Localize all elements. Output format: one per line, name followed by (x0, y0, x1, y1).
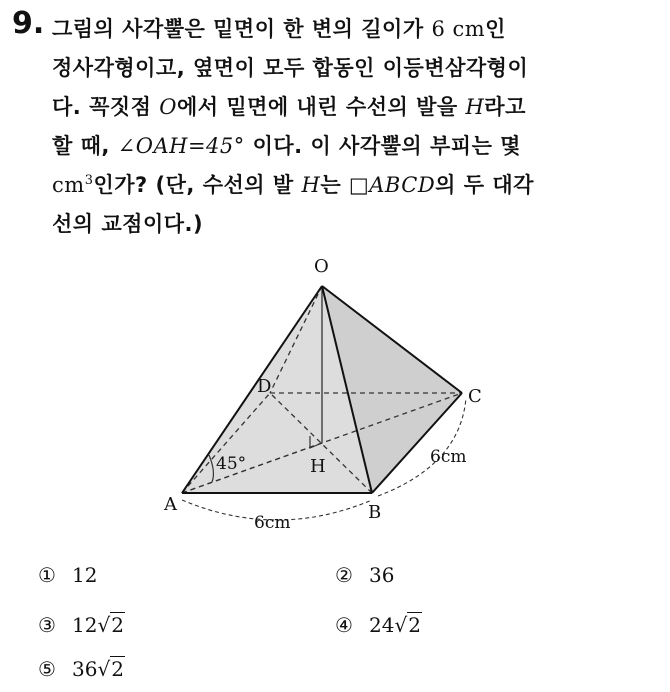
vertex-label-a: A (164, 494, 177, 515)
sqrt-expression (394, 613, 421, 637)
choice-value (369, 613, 422, 637)
vertex-label-b: B (368, 502, 382, 523)
math-point-h: H (465, 95, 485, 119)
edge-label-bc: 6cm (430, 447, 467, 467)
question-line-3 (52, 88, 652, 127)
sqrt-expression (97, 657, 124, 681)
choice-5[interactable] (38, 657, 125, 681)
math-point-h: H (301, 173, 321, 197)
sqrt-sign: √ (394, 613, 408, 637)
choice-4[interactable] (335, 613, 422, 637)
math-length: 6 cm (431, 17, 486, 41)
pyramid-figure (150, 250, 520, 540)
angle-label: 45° (216, 454, 247, 474)
sqrt-sign: √ (97, 657, 111, 681)
choice-1[interactable] (38, 563, 97, 587)
choice-value (72, 657, 125, 681)
sqrt-radicand: 2 (111, 613, 124, 637)
choice-marker: ③ (38, 613, 56, 637)
value-coefficient: 12 (72, 613, 98, 637)
choice-marker: ① (38, 563, 56, 587)
math-unit-cm: cm (52, 173, 85, 197)
question-line-6 (52, 205, 652, 244)
choice-value: 36 (369, 563, 395, 587)
question-line-4 (52, 127, 652, 166)
sqrt-radicand: 2 (408, 613, 421, 637)
choice-3[interactable] (38, 613, 125, 637)
sqrt-expression (97, 613, 124, 637)
question-line-5 (52, 166, 652, 205)
value-coefficient: 24 (369, 613, 395, 637)
text-segment: 라고 (484, 95, 526, 119)
choice-value: 12 (72, 563, 98, 587)
choice-marker: ② (335, 563, 353, 587)
math-vertex-o: O (159, 95, 177, 119)
text-segment: 정사각형이고, 옆면이 모두 합동인 이등변삼각형이 (52, 56, 529, 80)
math-angle: ∠OAH=45° (117, 134, 245, 158)
text-segment: 할 때, (52, 134, 118, 158)
choice-marker: ④ (335, 613, 353, 637)
text-segment: 선의 교점이다.) (52, 212, 204, 236)
text-segment: 의 두 대각 (435, 173, 534, 197)
vertex-label-d: D (257, 376, 272, 397)
text-segment: 이다. 이 사각뿔의 부피는 몇 (244, 134, 521, 158)
sqrt-sign: √ (97, 613, 111, 637)
question-text (52, 10, 652, 244)
choice-marker: ⑤ (38, 657, 56, 681)
text-segment: 인가? (단, 수선의 발 (93, 173, 302, 197)
question-line-2 (52, 49, 652, 88)
math-square-abcd: □ABCD (348, 173, 436, 197)
text-segment: 는 (320, 173, 349, 197)
text-segment: 그림의 사각뿔은 밑면이 한 변의 길이가 (52, 17, 432, 41)
math-exponent: 3 (84, 173, 94, 188)
text-segment: 다. 꼭짓점 (52, 95, 160, 119)
vertex-label-c: C (468, 386, 482, 407)
text-segment: 인 (485, 17, 506, 41)
sqrt-radicand: 2 (111, 657, 124, 681)
choice-value (72, 613, 125, 637)
question-line-1 (52, 10, 652, 49)
vertex-label-o: O (314, 256, 329, 277)
vertex-label-h: H (310, 456, 326, 477)
value-coefficient: 36 (72, 657, 98, 681)
question-number: 9. (12, 6, 45, 41)
text-segment: 에서 밑면에 내린 수선의 발을 (176, 95, 466, 119)
choice-2[interactable] (335, 563, 394, 587)
edge-label-ab: 6cm (254, 513, 291, 533)
